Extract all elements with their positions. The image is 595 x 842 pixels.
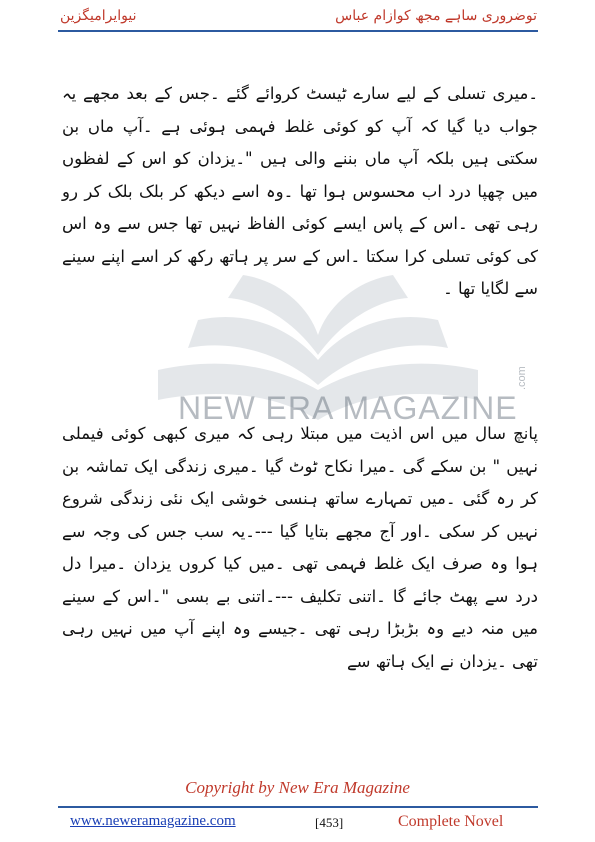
header-divider bbox=[58, 30, 538, 32]
page-number: [453] bbox=[315, 815, 344, 830]
novel-title: توضروری ساہے مجھ کوازام عباس bbox=[335, 8, 537, 24]
watermark-text: NEW ERA MAGAZINE bbox=[178, 390, 518, 426]
footer-label: Complete Novel bbox=[398, 813, 504, 830]
watermark-suffix: .com bbox=[516, 366, 528, 390]
page-header bbox=[0, 0, 595, 34]
paragraph-1: ۔میری تسلی کے لیے سارے ٹیسٹ کروائے گئے ۔جس کے بعد مجھے یہ جواب دیا گیا کہ آپ کو کوئی غلط فہمی ہوئی ہے ۔آپ ماں بن سکتی ہیں بلکہ آپ ماں بننے والی ہیں "۔یزدان کو اس کے لفظوں میں چھپا درد اب محسوس ہوا تھا ۔وہ اسے دیکھ کر بلک بلک کر رو رہی تھی ۔اس کے پاس ایسے کوئی الفاظ نہیں تھا جس سے وہ اس کی کوئی تسلی کرا سکتا ۔اس کے سر پر ہاتھ رکھ کر اسے اپنے سینے سے لگایا تھا ۔ bbox=[62, 84, 538, 298]
paragraph-2: پانچ سال میں اس اذیت میں مبتلا رہی کہ میری کبھی کوئی فیملی نہیں " بن سکے گی ۔میرا نکاح ٹوٹ گیا ۔میری زندگی ایک تماشہ بن کر رہ گئی ۔میں تمہارے ساتھ ہنسی خوشی ایک نئی زندگی شروع نہیں کر سکی ۔اور آج مجھے بتایا گیا ---۔یہ سب جس کی وجہ سے ہوا وہ صرف ایک غلط فہمی تھی ۔میں کیا کروں یزدان ۔میرا دل درد سے پھٹ جائے گا ۔اتنی تکلیف ---۔اتنی بے بسی "۔اس کے سینے میں منہ دیے وہ بڑبڑا رہی تھی ۔جیسے وہ اپنے آپ میں نہیں رہی تھی ۔یزدان نے ایک ہاتھ سے bbox=[62, 424, 538, 671]
website-link[interactable]: www.neweramagazine.com bbox=[70, 813, 236, 829]
copyright-notice: Copyright by New Era Magazine bbox=[185, 778, 410, 797]
magazine-name: نیوایرامیگزین bbox=[60, 8, 137, 24]
footer-divider bbox=[58, 806, 538, 808]
